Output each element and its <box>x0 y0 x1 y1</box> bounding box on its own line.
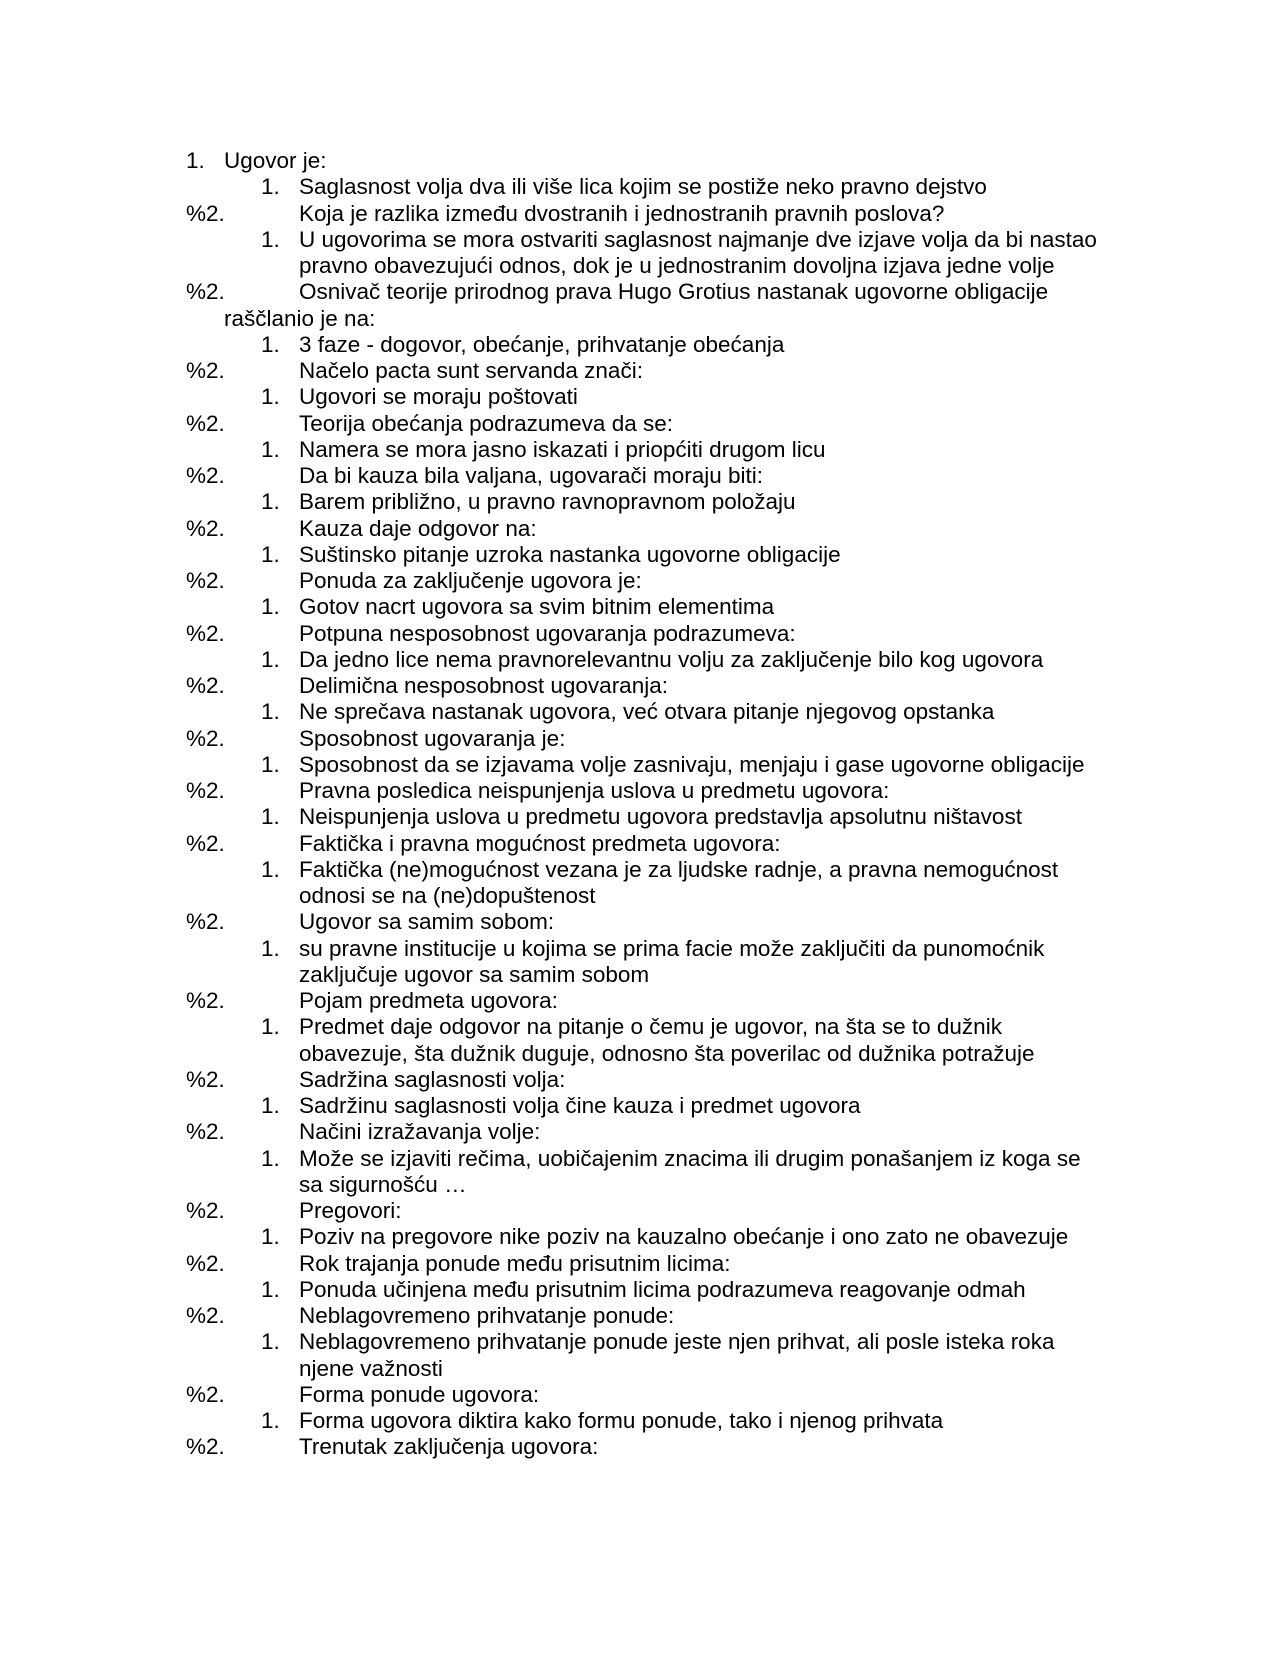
answer-text: Namera se mora jasno iskazati i priopćiti drugom licu <box>299 436 826 462</box>
list-item-answer <box>0 962 1280 988</box>
list-marker: %2. <box>186 725 225 751</box>
list-item-answer <box>0 1277 1280 1303</box>
answer-text: zaključuje ugovor sa samim sobom <box>299 961 650 987</box>
question-text: Neblagovremeno prihvatanje ponude: <box>299 1303 675 1328</box>
list-item-question <box>0 1251 1280 1277</box>
question-text: Ponuda za zaključenje ugovora je: <box>299 568 642 593</box>
answer-marker: 1. <box>261 935 280 961</box>
question-text: Osnivač teorije prirodnog prava Hugo Grotius nastanak ugovorne obligacije <box>299 279 1049 305</box>
answer-text: Sposobnost da se izjavama volje zasnivaju, menjaju i gase ugovorne obligacije <box>299 751 1085 777</box>
list-item-question <box>0 778 1280 804</box>
answer-marker: 1. <box>261 1276 280 1302</box>
answer-marker: 1. <box>261 1408 280 1433</box>
answer-text: Ponuda učinjena među prisutnim licima podrazumeva reagovanje odmah <box>299 1276 1026 1302</box>
list-item-answer <box>0 1329 1280 1355</box>
list-item-question <box>0 909 1280 935</box>
list-marker: %2. <box>186 1119 225 1145</box>
question-text: Ugovor je: <box>224 148 327 173</box>
question-text-continued <box>0 306 1280 332</box>
question-text-wrap: raščlanio je na: <box>224 305 376 331</box>
list-marker: %2. <box>186 463 225 488</box>
answer-text: Saglasnost volja dva ili više lica kojim se postiže neko pravno dejstvo <box>299 174 987 200</box>
question-text: Načelo pacta sunt servanda znači: <box>299 358 643 383</box>
list-marker: %2. <box>186 410 225 436</box>
list-marker: %2. <box>186 909 225 935</box>
question-text: Načini izražavanja volje: <box>299 1119 541 1145</box>
answer-marker: 1. <box>261 646 280 672</box>
answer-text: su pravne institucije u kojima se prima facie može zaključiti da punomoćnik <box>299 935 1045 961</box>
answer-text: Da jedno lice nema pravnorelevantnu volju za zaključenje bilo kog ugovora <box>299 646 1044 672</box>
list-item-answer <box>0 804 1280 830</box>
list-item-answer <box>0 1408 1280 1434</box>
list-item-answer <box>0 227 1280 253</box>
answer-marker: 1. <box>261 436 280 462</box>
list-item-question <box>0 516 1280 542</box>
list-item-question <box>0 988 1280 1014</box>
answer-text: njene važnosti <box>299 1355 443 1381</box>
question-text: Pregovori: <box>299 1198 402 1223</box>
list-marker: %2. <box>186 778 225 803</box>
answer-text: Predmet daje odgovor na pitanje o čemu je ugovor, na šta se to dužnik <box>299 1014 1002 1040</box>
list-item-question <box>0 673 1280 699</box>
answer-marker: 1. <box>261 1145 280 1171</box>
answer-marker: 1. <box>261 174 280 200</box>
list-marker: %2. <box>186 830 225 856</box>
answer-text: Ugovori se moraju poštovati <box>299 384 578 410</box>
list-marker: %2. <box>186 1198 225 1223</box>
list-item-answer <box>0 332 1280 358</box>
list-marker: %2. <box>186 1250 225 1276</box>
answer-text: Faktička (ne)mogućnost vezana je za ljudske radnje, a pravna nemogućnost <box>299 856 1059 882</box>
answer-marker: 1. <box>261 804 280 830</box>
answer-marker: 1. <box>261 541 280 567</box>
list-marker: 1. <box>186 148 205 173</box>
answer-text: Sadržinu saglasnosti volja čine kauza i predmet ugovora <box>299 1093 861 1118</box>
list-item-question <box>0 831 1280 857</box>
question-text: Pravna posledica neispunjenja uslova u predmetu ugovora: <box>299 778 890 803</box>
list-marker: %2. <box>186 515 225 541</box>
document-body <box>0 148 1280 1461</box>
list-marker: %2. <box>186 358 225 383</box>
answer-marker: 1. <box>261 489 280 515</box>
answer-marker: 1. <box>261 1093 280 1118</box>
list-item-answer <box>0 1093 1280 1119</box>
list-marker: %2. <box>186 568 225 593</box>
answer-text: obavezuje, šta dužnik duguje, odnosno šta poverilac od dužnika potražuje <box>299 1040 1035 1066</box>
list-item-answer <box>0 1356 1280 1382</box>
list-item-question <box>0 1303 1280 1329</box>
list-item-question <box>0 1434 1280 1460</box>
list-item-answer <box>0 594 1280 620</box>
question-text: Potpuna nesposobnost ugovaranja podrazumeva: <box>299 620 796 646</box>
answer-text: Poziv na pregovore nike poziv na kauzalno obećanje i ono zato ne obavezuje <box>299 1224 1069 1250</box>
question-text: Trenutak zaključenja ugovora: <box>299 1434 599 1460</box>
list-item-question <box>0 1067 1280 1093</box>
list-marker: %2. <box>186 1303 225 1328</box>
answer-marker: 1. <box>261 331 280 357</box>
question-text: Forma ponude ugovora: <box>299 1381 540 1407</box>
question-text: Sposobnost ugovaranja je: <box>299 725 566 751</box>
answer-text: sa sigurnošću … <box>299 1171 467 1197</box>
list-item-answer <box>0 1014 1280 1040</box>
answer-text: pravno obavezujući odnos, dok je u jednostranim dovoljna izjava jedne volje <box>299 253 1055 278</box>
list-marker: %2. <box>186 200 225 226</box>
list-item-question <box>0 1382 1280 1408</box>
list-marker: %2. <box>186 1066 225 1092</box>
answer-marker: 1. <box>261 1014 280 1040</box>
answer-text: Neispunjenja uslova u predmetu ugovora predstavlja apsolutnu ništavost <box>299 804 1022 830</box>
list-item-answer <box>0 647 1280 673</box>
answer-text: Neblagovremeno prihvatanje ponude jeste njen prihvat, ali posle isteka roka <box>299 1329 1055 1355</box>
answer-text: Ne sprečava nastanak ugovora, već otvara pitanje njegovog opstanka <box>299 699 995 725</box>
list-item-question <box>0 279 1280 305</box>
list-item-question <box>0 726 1280 752</box>
list-item-answer <box>0 857 1280 883</box>
list-item-answer <box>0 699 1280 725</box>
answer-text: Gotov nacrt ugovora sa svim bitnim elementima <box>299 594 775 620</box>
question-text: Kauza daje odgovor na: <box>299 515 537 541</box>
question-list <box>0 201 1280 1461</box>
answer-marker: 1. <box>261 751 280 777</box>
list-item-question <box>0 463 1280 489</box>
question-text: Rok trajanja ponude među prisutnim licima: <box>299 1250 731 1276</box>
list-item-question <box>0 621 1280 647</box>
list-item-answer <box>0 1041 1280 1067</box>
question-text: Teorija obećanja podrazumeva da se: <box>299 410 673 436</box>
list-item-answer <box>0 1172 1280 1198</box>
list-item-answer <box>0 174 1280 200</box>
answer-text: Može se izjaviti rečima, uobičajenim znacima ili drugim ponašanjem iz koga se <box>299 1145 1081 1171</box>
answer-marker: 1. <box>261 594 280 620</box>
list-item-answer <box>0 437 1280 463</box>
list-item-answer <box>0 489 1280 515</box>
question-text: Koja je razlika između dvostranih i jednostranih pravnih poslova? <box>299 200 945 226</box>
list-item-answer <box>0 384 1280 410</box>
answer-marker: 1. <box>261 1224 280 1250</box>
list-marker: %2. <box>186 620 225 646</box>
list-marker: %2. <box>186 1381 225 1407</box>
question-text: Pojam predmeta ugovora: <box>299 988 558 1013</box>
list-marker: %2. <box>186 1434 225 1460</box>
list-item-answer <box>0 883 1280 909</box>
answer-marker: 1. <box>261 699 280 725</box>
answer-text: U ugovorima se mora ostvariti saglasnost najmanje dve izjave volja da bi nastao <box>299 226 1097 252</box>
list-marker: %2. <box>186 673 225 698</box>
answer-text: Barem približno, u pravno ravnopravnom položaju <box>299 489 796 515</box>
question-text: Ugovor sa samim sobom: <box>299 909 555 935</box>
list-item-question <box>0 148 1280 174</box>
list-item-question <box>0 1119 1280 1145</box>
question-text: Faktička i pravna mogućnost predmeta ugovora: <box>299 830 781 856</box>
question-text: Da bi kauza bila valjana, ugovarači moraju biti: <box>299 463 763 488</box>
answer-marker: 1. <box>261 856 280 882</box>
list-item-question <box>0 411 1280 437</box>
answer-text: Suštinsko pitanje uzroka nastanka ugovorne obligacije <box>299 541 841 567</box>
answer-marker: 1. <box>261 226 280 252</box>
list-item-answer <box>0 752 1280 778</box>
list-item-answer <box>0 936 1280 962</box>
list-item-answer <box>0 1146 1280 1172</box>
list-item-question <box>0 358 1280 384</box>
list-item-answer <box>0 542 1280 568</box>
question-text: Sadržina saglasnosti volja: <box>299 1066 566 1092</box>
question-text: Delimična nesposobnost ugovaranja: <box>299 673 668 698</box>
list-marker: %2. <box>186 988 225 1013</box>
answer-text: 3 faze - dogovor, obećanje, prihvatanje obećanja <box>299 331 785 357</box>
list-item-question <box>0 201 1280 227</box>
answer-marker: 1. <box>261 1329 280 1355</box>
list-item-question <box>0 1198 1280 1224</box>
answer-text: odnosi se na (ne)dopuštenost <box>299 883 596 908</box>
list-item-question <box>0 568 1280 594</box>
list-item-answer <box>0 1224 1280 1250</box>
list-item-answer <box>0 253 1280 279</box>
answer-marker: 1. <box>261 384 280 410</box>
answer-text: Forma ugovora diktira kako formu ponude, tako i njenog prihvata <box>299 1408 944 1433</box>
list-marker: %2. <box>186 279 225 305</box>
